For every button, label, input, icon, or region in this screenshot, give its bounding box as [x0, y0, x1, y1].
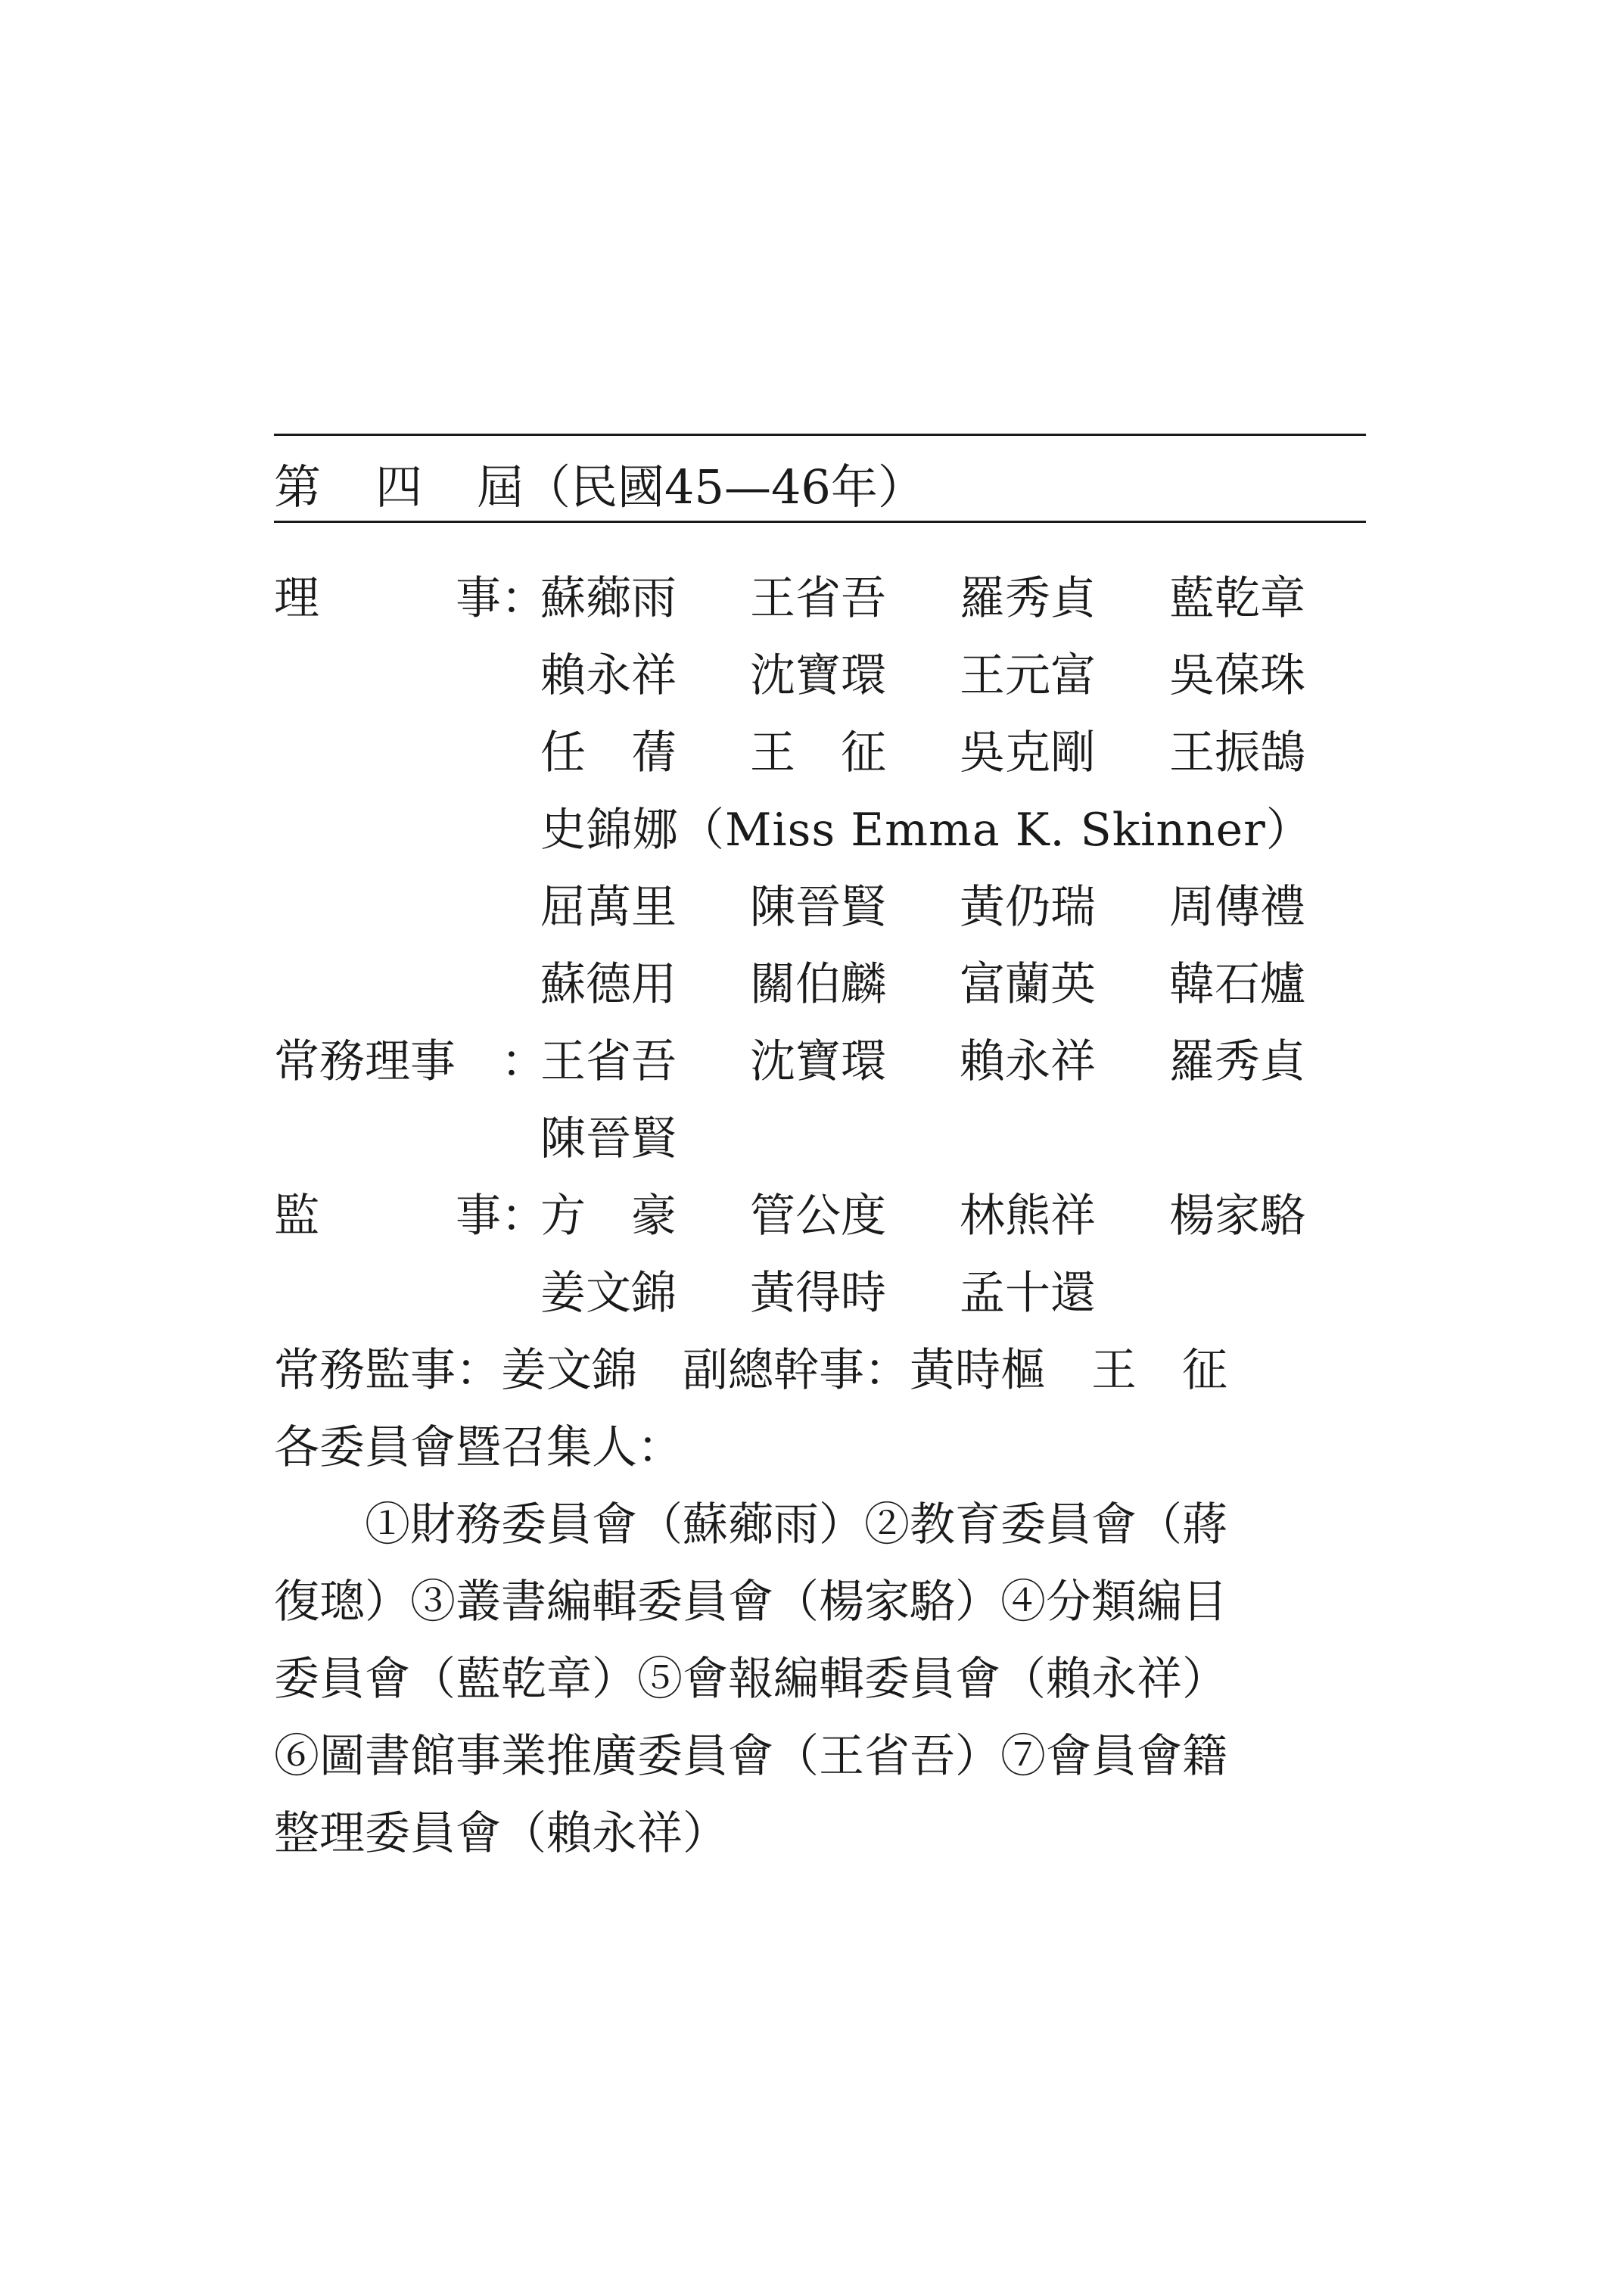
directors-row	[274, 637, 1366, 714]
name-list	[540, 946, 1379, 1023]
person-name: 陳晉賢	[540, 1112, 677, 1165]
person-name: 管公度	[750, 1190, 886, 1243]
bottom-rule	[274, 521, 1366, 523]
person-name: 黃仍瑞	[960, 881, 1096, 934]
colon: ：	[501, 572, 546, 625]
heading-paren: （民國45—46年）	[524, 459, 925, 515]
person-name: 任 蒨	[540, 726, 677, 779]
person-name: 姜文錦	[540, 1267, 677, 1320]
heading-char: 四	[375, 459, 478, 515]
label-char: 事	[456, 572, 501, 625]
name-list	[540, 637, 1379, 714]
document-body	[274, 560, 1366, 1872]
person-name: 屈萬里	[540, 881, 677, 934]
heading-char: 屆	[477, 459, 524, 515]
supervisors-row	[274, 1255, 1366, 1332]
person-name: 羅秀貞	[1169, 1035, 1305, 1088]
person-name: 王元富	[960, 649, 1096, 702]
label-char: 事	[456, 1190, 501, 1243]
name-list	[540, 1100, 750, 1178]
committees-line: 委員會（藍乾章）⑤會報編輯委員會（賴永祥）	[274, 1653, 1227, 1706]
standing-supervisor-text: 常務監事：姜文錦 副總幹事：黃時樞 王 征	[274, 1344, 1227, 1397]
person-name: 吳克剛	[960, 726, 1096, 779]
person-name: 賴永祥	[540, 649, 677, 702]
colon: ：	[501, 1035, 546, 1088]
person-name: 富蘭英	[960, 958, 1096, 1011]
person-name: 吳葆珠	[1169, 649, 1305, 702]
person-name: 關伯麟	[750, 958, 886, 1011]
colon: ：	[501, 1190, 546, 1243]
person-name: 蘇薌雨	[540, 572, 677, 625]
standing-directors-row	[274, 1023, 1366, 1100]
committees-line: 復璁）③叢書編輯委員會（楊家駱）④分類編目	[274, 1576, 1227, 1629]
committees-line: ⑥圖書館事業推廣委員會（王省吾）⑦會員會籍	[274, 1730, 1227, 1783]
name-list	[540, 560, 1379, 637]
name-list	[540, 1023, 1379, 1100]
person-name: 藍乾章	[1169, 572, 1305, 625]
committees-line: 整理委員會（賴永祥）	[274, 1807, 728, 1860]
committees-heading: 各委員會暨召集人：	[274, 1421, 683, 1474]
person-name: 王省吾	[750, 572, 886, 625]
person-name: 王省吾	[540, 1035, 677, 1088]
name-list	[540, 869, 1379, 946]
person-name: 羅秀貞	[960, 572, 1096, 625]
person-name: 方 豪	[540, 1190, 677, 1243]
person-name: 沈寶環	[750, 1035, 886, 1088]
person-name: 韓石爐	[1169, 958, 1305, 1011]
person-name-english: 史錦娜（Miss Emma K. Skinner）	[540, 804, 1312, 857]
person-name: 孟十還	[960, 1267, 1096, 1320]
person-name: 王 征	[750, 726, 886, 779]
name-list	[540, 1255, 1169, 1332]
section-heading	[274, 450, 925, 515]
label-char: 理	[274, 572, 319, 625]
committees-heading-row	[274, 1409, 1366, 1486]
directors-row	[274, 714, 1366, 792]
supervisors-row	[274, 1178, 1366, 1255]
directors-label	[274, 560, 501, 637]
person-name: 周傳禮	[1169, 881, 1305, 934]
directors-row	[274, 869, 1366, 946]
top-rule	[274, 434, 1366, 436]
directors-row	[274, 792, 1366, 869]
person-name: 賴永祥	[960, 1035, 1096, 1088]
standing-directors-label: 常務理事	[274, 1035, 456, 1088]
person-name: 陳晉賢	[750, 881, 886, 934]
standing-directors-row	[274, 1100, 1366, 1178]
heading-char-wrap	[477, 450, 524, 517]
name-list	[540, 1178, 1379, 1255]
person-name: 蘇德用	[540, 958, 677, 1011]
directors-row	[274, 946, 1366, 1023]
supervisors-label	[274, 1178, 501, 1255]
person-name: 楊家駱	[1169, 1190, 1305, 1243]
heading-char: 第	[274, 459, 376, 515]
person-name: 沈寶環	[750, 649, 886, 702]
person-name: 王振鵠	[1169, 726, 1305, 779]
person-name: 黃得時	[750, 1267, 886, 1320]
person-name: 林熊祥	[960, 1190, 1096, 1243]
committees-line: ①財務委員會（蘇薌雨）②教育委員會（蔣	[365, 1498, 1227, 1551]
directors-row	[274, 560, 1366, 637]
name-list	[540, 714, 1379, 792]
label-char: 監	[274, 1190, 319, 1243]
standing-supervisor-row	[274, 1332, 1366, 1409]
